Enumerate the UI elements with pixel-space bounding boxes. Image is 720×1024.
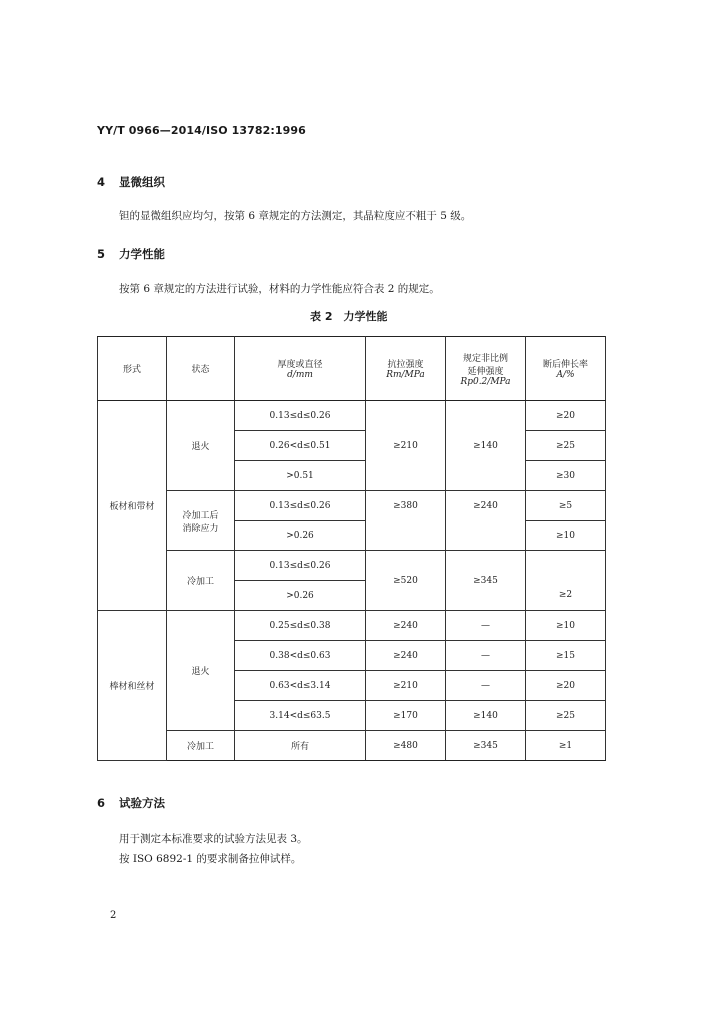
section-6-number: 6 [97, 796, 106, 810]
cell-tensile: ≥240 [366, 641, 446, 671]
header-tensile-line2: Rm/MPa [386, 370, 425, 380]
cell-elongation: ≥20 [526, 671, 606, 701]
section-4-title: 显微组织 [119, 175, 165, 189]
cell-dimension: 0.13≤d≤0.26 [235, 491, 366, 521]
header-thickness [235, 337, 366, 401]
mechanical-properties-table [97, 336, 606, 761]
table-row [98, 611, 606, 641]
table-2-caption: 表 2 力学性能 [310, 310, 388, 323]
cell-yield: ≥240 [446, 491, 526, 521]
form-bar-wire: 棒材和丝材 [98, 611, 167, 761]
state-cold-worked-stress-relieved [167, 491, 235, 551]
header-state: 状态 [167, 337, 235, 401]
cell-dimension: 0.26<d≤0.51 [235, 431, 366, 461]
cell-elongation: ≥10 [526, 521, 606, 551]
cell-tensile: ≥210 [366, 401, 446, 491]
header-elongation [526, 337, 606, 401]
cell-elongation: ≥25 [526, 431, 606, 461]
header-yield-line1: 规定非比例 [462, 353, 508, 364]
cell-tensile: ≥210 [366, 671, 446, 701]
cell-dimension: 3.14<d≤63.5 [235, 701, 366, 731]
section-6-line1: 用于测定本标准要求的试验方法见表 3。 [119, 833, 308, 845]
section-6-line2: 按 ISO 6892-1 的要求制备拉伸试样。 [119, 853, 302, 865]
state-cold-relieved-line1: 冷加工后 [182, 510, 219, 521]
cell-yield: ≥140 [446, 701, 526, 731]
table-row [98, 551, 606, 581]
header-tensile-line1: 抗拉强度 [387, 360, 424, 370]
header-thickness-line2: d/mm [287, 370, 313, 380]
state-cold-worked-bar: 冷加工 [167, 731, 235, 761]
cell-yield: — [446, 611, 526, 641]
header-elongation-line2: A/% [556, 370, 575, 380]
cell-yield: ≥345 [446, 551, 526, 611]
cell-dimension: 0.13≤d≤0.26 [235, 551, 366, 581]
section-6-title: 试验方法 [119, 796, 165, 810]
header-tensile [366, 337, 446, 401]
section-4-number: 4 [97, 175, 106, 189]
cell-tensile: ≥170 [366, 701, 446, 731]
cell-elongation: ≥2 [526, 581, 606, 611]
table-row [98, 731, 606, 761]
section-5-heading [97, 246, 165, 262]
header-yield [446, 337, 526, 401]
table-header-row [98, 337, 606, 401]
section-5-number: 5 [97, 247, 106, 261]
cell-dimension: 所有 [235, 731, 366, 761]
cell-tensile: ≥240 [366, 611, 446, 641]
cell-tensile: ≥480 [366, 731, 446, 761]
cell-yield-empty [446, 521, 526, 551]
state-cold-relieved-line2: 消除应力 [182, 523, 219, 534]
cell-yield: ≥140 [446, 401, 526, 491]
form-plate-strip: 板材和带材 [98, 401, 167, 611]
cell-dimension: 0.63<d≤3.14 [235, 671, 366, 701]
cell-elongation: ≥30 [526, 461, 606, 491]
table-row [98, 491, 606, 521]
section-5-text: 按第 6 章规定的方法进行试验，材料的力学性能应符合表 2 的规定。 [119, 283, 440, 295]
cell-dimension: >0.26 [235, 521, 366, 551]
header-elongation-line1: 断后伸长率 [542, 360, 588, 370]
cell-elongation: ≥25 [526, 701, 606, 731]
cell-dimension: >0.51 [235, 461, 366, 491]
state-annealed: 退火 [167, 401, 235, 491]
cell-yield: — [446, 671, 526, 701]
section-5-title: 力学性能 [119, 247, 165, 261]
cell-elongation: ≥1 [526, 731, 606, 761]
header-yield-line3: Rp0.2/MPa [460, 376, 511, 387]
cell-elongation: ≥15 [526, 641, 606, 671]
state-cold-worked: 冷加工 [167, 551, 235, 611]
cell-yield: — [446, 641, 526, 671]
header-yield-line2: 延伸强度 [467, 366, 504, 377]
table-row [98, 401, 606, 431]
section-4-heading [97, 174, 165, 190]
cell-tensile: ≥520 [366, 551, 446, 611]
cell-elongation: ≥20 [526, 401, 606, 431]
standard-number: YY/T 0966—2014/ISO 13782:1996 [97, 124, 306, 137]
cell-elongation: ≥10 [526, 611, 606, 641]
section-6-heading [97, 795, 165, 811]
cell-dimension: 0.38<d≤0.63 [235, 641, 366, 671]
cell-yield: ≥345 [446, 731, 526, 761]
cell-tensile-empty [366, 521, 446, 551]
cell-dimension: 0.13≤d≤0.26 [235, 401, 366, 431]
header-thickness-line1: 厚度或直径 [277, 360, 323, 370]
state-annealed-bar: 退火 [167, 611, 235, 731]
cell-dimension: 0.25≤d≤0.38 [235, 611, 366, 641]
cell-dimension: >0.26 [235, 581, 366, 611]
header-form: 形式 [98, 337, 167, 401]
cell-elongation: ≥5 [526, 491, 606, 521]
section-4-text: 钽的显微组织应均匀，按第 6 章规定的方法测定，其晶粒度应不粗于 5 级。 [119, 210, 472, 222]
cell-tensile: ≥380 [366, 491, 446, 521]
page-number: 2 [110, 910, 117, 921]
cell-elongation-empty [526, 551, 606, 581]
